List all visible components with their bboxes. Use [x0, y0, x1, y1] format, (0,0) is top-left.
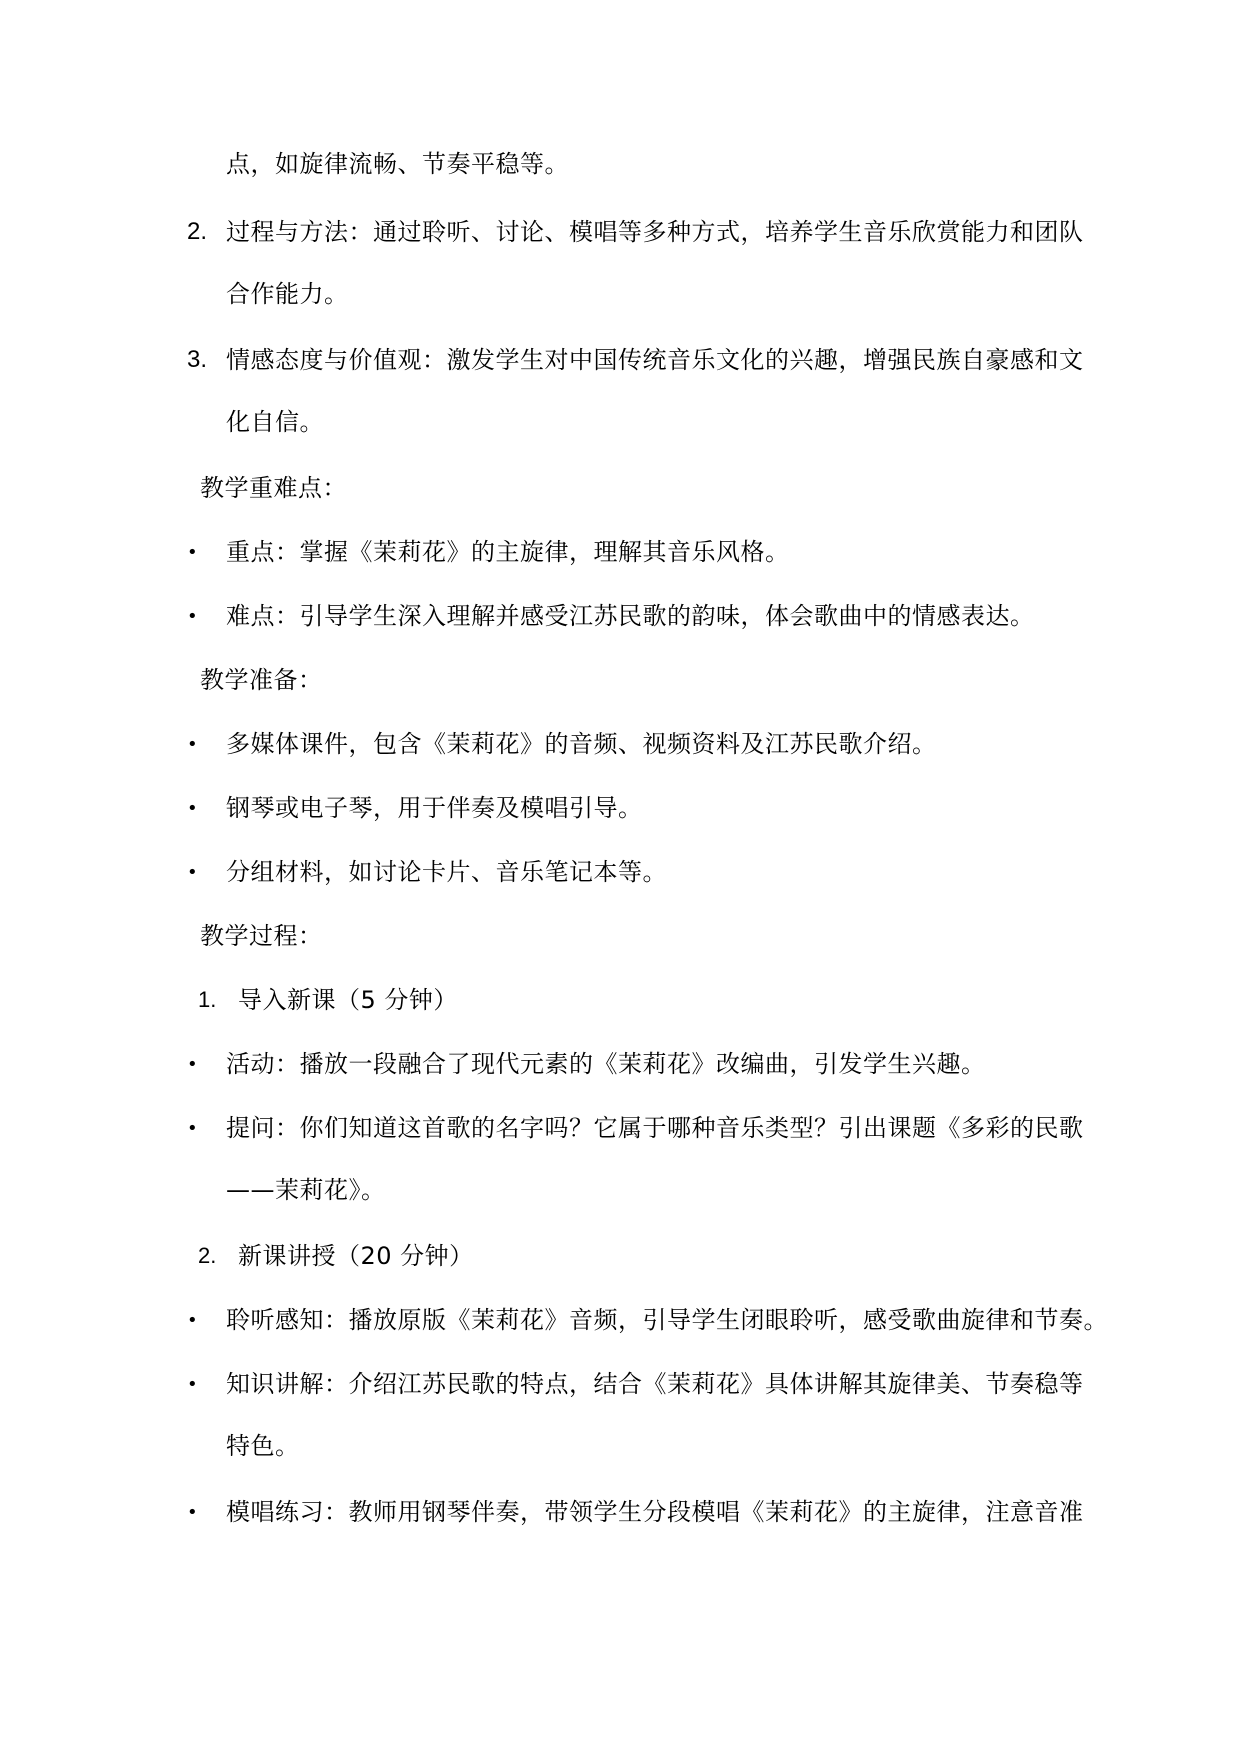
bullet-icon: •	[187, 1502, 198, 1523]
bullet-icon: •	[187, 734, 198, 755]
objective-3-line-1: 情感态度与价值观：激发学生对中国传统音乐文化的兴趣，增强民族自豪感和文	[226, 346, 1084, 374]
objective-2-line-2: 合作能力。	[226, 280, 349, 308]
bullet-icon: •	[187, 542, 198, 563]
process-heading: 教学过程：	[200, 922, 323, 950]
step-2-item-continuation: 特色。	[226, 1432, 300, 1460]
key-points-heading: 教学重难点：	[200, 474, 347, 502]
preparation-item: 多媒体课件，包含《茉莉花》的音频、视频资料及江苏民歌介绍。	[226, 730, 937, 758]
key-point-item: 重点：掌握《茉莉花》的主旋律，理解其音乐风格。	[226, 538, 790, 566]
bullet-icon: •	[187, 862, 198, 883]
preparation-heading: 教学准备：	[200, 666, 323, 694]
step-2-item: 知识讲解：介绍江苏民歌的特点，结合《茉莉花》具体讲解其旋律美、节奏稳等	[226, 1370, 1084, 1398]
step-2-number: 2.	[198, 1243, 217, 1268]
step-1-title: 导入新课（5 分钟）	[238, 986, 458, 1014]
step-1-item-continuation: ——茉莉花》。	[226, 1176, 386, 1204]
bullet-icon: •	[187, 1054, 198, 1075]
objective-1-continuation: 点，如旋律流畅、节奏平稳等。	[226, 150, 569, 178]
objective-3-line-2: 化自信。	[226, 408, 324, 436]
step-2-title: 新课讲授（20 分钟）	[238, 1242, 474, 1270]
bullet-icon: •	[187, 1310, 198, 1331]
step-2-item: 模唱练习：教师用钢琴伴奏，带领学生分段模唱《茉莉花》的主旋律，注意音准	[226, 1498, 1084, 1526]
bullet-icon: •	[187, 606, 198, 627]
bullet-icon: •	[187, 1374, 198, 1395]
objective-3-number: 3.	[187, 346, 208, 373]
step-2-item: 聆听感知：播放原版《茉莉花》音频，引导学生闭眼聆听，感受歌曲旋律和节奏。	[226, 1306, 1108, 1334]
preparation-item: 分组材料，如讨论卡片、音乐笔记本等。	[226, 858, 667, 886]
key-point-item: 难点：引导学生深入理解并感受江苏民歌的韵味，体会歌曲中的情感表达。	[226, 602, 1035, 630]
step-1-item: 活动：播放一段融合了现代元素的《茉莉花》改编曲，引发学生兴趣。	[226, 1050, 986, 1078]
objective-2-number: 2.	[187, 218, 208, 245]
preparation-item: 钢琴或电子琴，用于伴奏及模唱引导。	[226, 794, 643, 822]
step-1-number: 1.	[198, 987, 217, 1012]
bullet-icon: •	[187, 1118, 198, 1139]
objective-2-line-1: 过程与方法：通过聆听、讨论、模唱等多种方式，培养学生音乐欣赏能力和团队	[226, 218, 1084, 246]
step-1-item: 提问：你们知道这首歌的名字吗？它属于哪种音乐类型？引出课题《多彩的民歌	[226, 1114, 1084, 1142]
bullet-icon: •	[187, 798, 198, 819]
